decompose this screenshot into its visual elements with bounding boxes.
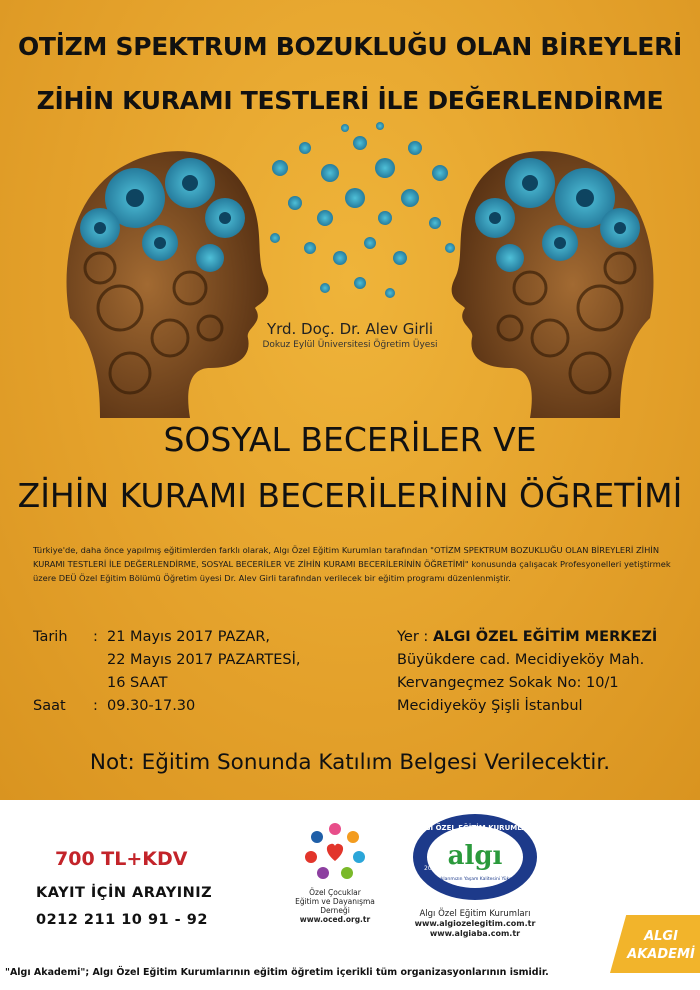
title-line-2: ZİHİN KURAMI TESTLERİ İLE DEĞERLENDİRME xyxy=(36,86,664,115)
subtitle-line-2: ZİHİN KURAMI BECERİLERİNİN ÖĞRETİMİ xyxy=(17,476,683,515)
badge-line-1: ALGI xyxy=(644,929,678,944)
author-institution: Dokuz Eylül Üniversitesi Öğretim Üyesi xyxy=(262,340,438,350)
left-head xyxy=(67,151,269,418)
time-colon: : xyxy=(93,698,98,714)
price: 700 TL+KDV xyxy=(55,848,188,870)
schedule-block xyxy=(33,626,363,718)
oced-url[interactable]: www.oced.org.tr xyxy=(299,915,371,924)
date-line-3: 16 SAAT xyxy=(107,675,168,691)
floating-gears xyxy=(270,122,455,298)
algi-akademi-badge-text xyxy=(622,928,700,964)
algi-name: Algı Özel Eğitim Kurumları xyxy=(419,909,531,919)
venue-address-line-2: Kervangeçmez Sokak No: 10/1 xyxy=(397,675,619,691)
algi-logo-word: algı xyxy=(447,841,503,871)
time-label: Saat xyxy=(33,698,66,714)
right-head xyxy=(452,151,654,418)
algi-tagline: Çocuklarımızın Yaşam Kalitesini Yükseltir xyxy=(429,877,521,882)
venue-name: ALGI ÖZEL EĞİTİM MERKEZİ xyxy=(432,629,658,645)
description-paragraph: Türkiye'de, daha önce yapılmış eğitimlerden farklı olarak, Algı Özel Eğitim Kurumları tarafından "OTİZM SPEKTRUM BOZUKLUĞU OLAN BİREYLERİ ZİHİN KURAMI TESTLERİ İLE DEĞERLENDİRME, SOSYAL BECERİLER VE ZİHİN KURAMI BECERİLERİNİN ÖĞRETİMİ" konusunda çalışacak Profesyonelleri yetiştirmek üzere DEÜ Özel Eğitim Bölümü Öğretim üyesi Dr. Alev Girli tarafından verilecek bir eğitim programı düzenlenmiştir. xyxy=(33,545,671,583)
phone-number[interactable]: 0212 211 10 91 - 92 xyxy=(36,912,208,928)
venue-label: Yer xyxy=(397,629,419,645)
author-block xyxy=(230,320,470,350)
venue-address-line-3: Mecidiyeköy Şişli İstanbul xyxy=(397,698,583,714)
date-label: Tarih xyxy=(33,629,68,645)
oced-name-line-2: Eğitim ve Dayanışma Derneği xyxy=(295,897,375,915)
gear-heads-illustration xyxy=(60,118,660,418)
bottom-caption: "Algı Akademi"; Algı Özel Eğitim Kurumlarının eğitim öğretim içerikli tüm organizasyonlarının ismidir. xyxy=(5,967,549,978)
algi-logo-icon xyxy=(410,812,540,902)
algi-url-1[interactable]: www.algiozelegitim.com.tr xyxy=(414,919,536,928)
oced-logo-block xyxy=(280,815,390,924)
title-line-1: OTİZM SPEKTRUM BOZUKLUĞU OLAN BİREYLERİ xyxy=(17,32,683,61)
oced-name-line-1: Özel Çocuklar xyxy=(309,888,361,897)
time-value: 09.30-17.30 xyxy=(107,698,196,714)
algi-logo-block xyxy=(400,812,550,939)
algi-url-2[interactable]: www.algiaba.com.tr xyxy=(429,929,521,938)
oced-logo-icon xyxy=(295,815,375,883)
date-colon: : xyxy=(93,629,98,645)
badge-line-2: AKADEMİ xyxy=(627,947,695,962)
subtitle-line-1: SOSYAL BECERİLER VE xyxy=(163,420,537,459)
author-name: Yrd. Doç. Dr. Alev Girli xyxy=(266,320,434,338)
algi-year: 2007 xyxy=(424,865,440,872)
call-label: KAYIT İÇİN ARAYINIZ xyxy=(36,885,213,901)
venue-block: Yer : ALGI ÖZEL EĞİTİM MERKEZİ Büyükdere cad. Mecidiyeköy Mah. Kervangeçmez Sokak No: 10/1 Mecidiyeköy Şişli İstanbul xyxy=(397,626,697,718)
venue-address-line-1: Büyükdere cad. Mecidiyeköy Mah. xyxy=(397,652,645,668)
date-line-2: 22 Mayıs 2017 PAZARTESİ, xyxy=(107,652,301,668)
certificate-note: Not: Eğitim Sonunda Katılım Belgesi Verilecektir. xyxy=(89,750,611,775)
date-line-1: 21 Mayıs 2017 PAZAR, xyxy=(107,629,271,645)
algi-ring-text: ALGI ÖZEL EĞİTİM KURUMLARI xyxy=(414,824,536,832)
registration-block xyxy=(36,880,246,934)
